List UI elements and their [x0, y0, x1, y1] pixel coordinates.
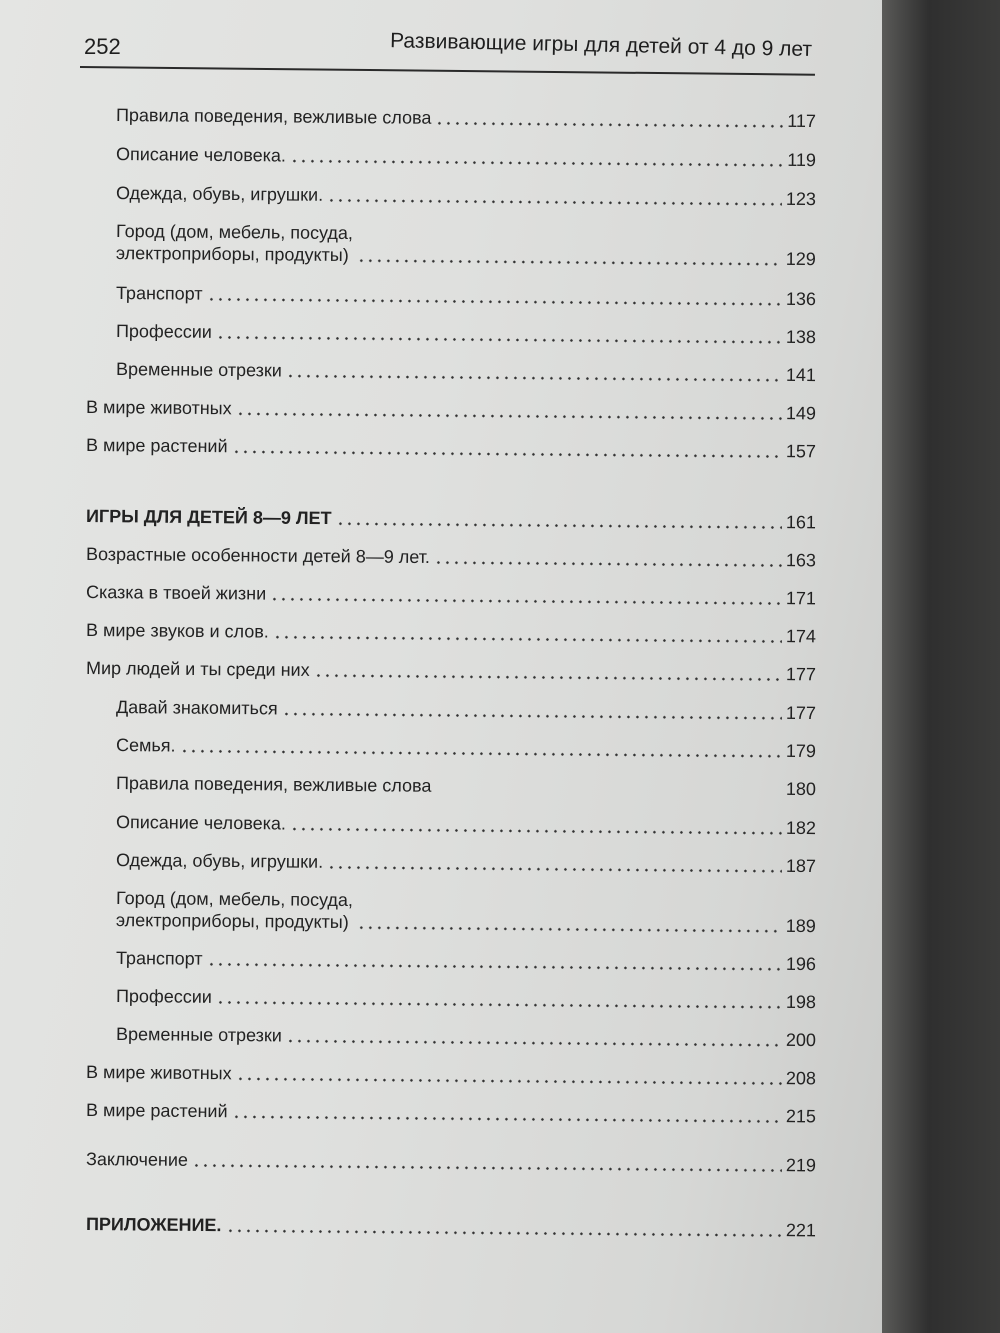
toc-entry	[116, 849, 816, 877]
toc-leader-dots	[327, 866, 782, 873]
toc-entry-page: 123	[785, 188, 817, 210]
toc-leader-dots	[290, 160, 783, 167]
toc-entry-page: 198	[785, 991, 817, 1013]
toc-entry	[116, 182, 816, 210]
toc-entry-title: Профессии	[115, 986, 212, 1007]
toc-entry-page: 117	[787, 110, 817, 132]
toc-entry-page: 171	[785, 588, 817, 609]
toc-entry-page: 119	[787, 149, 817, 171]
toc-entry-title: Правила поведения, вежливые слова	[115, 773, 432, 796]
toc-entry	[116, 1023, 816, 1051]
toc-entry	[86, 1099, 816, 1127]
toc-entry-title: Давай знакомиться	[115, 697, 278, 719]
toc-entry-title: Транспорт	[115, 948, 203, 969]
toc-entry	[116, 220, 816, 270]
toc-entry-title: В мире растений	[85, 1100, 228, 1122]
toc-entry-page: 179	[785, 740, 817, 762]
toc-leader-dots	[207, 298, 782, 306]
toc-leader-dots	[192, 1164, 782, 1172]
toc-entry	[116, 696, 816, 724]
toc-leader-dots	[286, 1039, 782, 1046]
toc-entry-page: 177	[785, 702, 817, 724]
toc-leader-dots	[270, 598, 782, 605]
toc-entry-page: 141	[785, 364, 817, 386]
toc-leader-dots	[286, 374, 782, 381]
toc-entry	[86, 619, 816, 647]
toc-entry	[86, 396, 816, 424]
toc-entry-title: ПРИЛОЖЕНИЕ.	[85, 1214, 222, 1236]
toc-entry-title: Мир людей и ты среди них	[85, 658, 310, 680]
toc-entry-title: ИГРЫ ДЛЯ ДЕТЕЙ 8—9 ЛЕТ	[85, 506, 332, 529]
toc-entry-title: В мире животных	[85, 1062, 232, 1084]
toc-entry-title: Возрастные особенности детей 8—9 лет.	[85, 544, 431, 568]
toc-leader-dots	[336, 522, 782, 529]
toc-entry	[86, 434, 816, 462]
toc-entry-title: Город (дом, мебель, посуда, электроприборы, продукты)	[115, 888, 354, 933]
toc-entry-page: 174	[785, 626, 817, 647]
toc-section-heading	[86, 505, 816, 533]
toc-entry	[86, 543, 816, 571]
toc-leader-dots	[179, 750, 781, 758]
toc-entry-page: 187	[785, 855, 817, 877]
book-edge	[882, 0, 1000, 1333]
toc-entry	[86, 1148, 816, 1176]
toc-entry-title: Описание человека.	[115, 812, 287, 834]
toc-leader-dots	[236, 1077, 782, 1085]
toc-entry-page: 149	[785, 403, 817, 424]
toc-leader-dots	[327, 199, 782, 206]
toc-leader-dots	[357, 926, 782, 933]
toc-entry-title: Профессии	[115, 321, 212, 342]
toc-entry	[116, 947, 816, 975]
toc-entry	[86, 1061, 816, 1089]
toc-entry-title: Временные отрезки	[115, 359, 283, 381]
toc-entry-page: 219	[785, 1155, 817, 1176]
toc-entry	[86, 581, 816, 609]
toc-leader-dots	[232, 1115, 782, 1123]
toc-entry-title: В мире звуков и слов.	[85, 620, 269, 642]
toc-leader-dots	[435, 122, 783, 128]
toc-leader-dots	[207, 963, 782, 971]
toc-entry	[116, 282, 816, 310]
toc-entry-title: Описание человека.	[115, 144, 287, 166]
toc-entry-page: 200	[785, 1029, 817, 1051]
toc-entry	[116, 320, 816, 348]
toc-leader-dots	[434, 561, 782, 567]
toc-leader-dots	[282, 712, 782, 719]
toc-entry	[116, 985, 816, 1013]
toc-entry-page: 161	[785, 512, 817, 533]
toc-entry-title: Семья.	[115, 735, 176, 756]
toc-entry-page: 189	[785, 915, 816, 937]
toc-entry	[116, 358, 816, 386]
toc-entry-page: 182	[785, 817, 817, 839]
toc-entry-page: 221	[785, 1220, 817, 1241]
toc-entry-title: В мире растений	[85, 435, 228, 457]
toc-leader-dots	[314, 674, 782, 681]
toc-leader-dots	[273, 636, 782, 643]
toc-entry-page: 136	[785, 288, 817, 310]
toc-entry	[116, 143, 816, 171]
toc-entry-title: Одежда, обувь, игрушки.	[115, 183, 324, 205]
toc-entry-page: 215	[785, 1106, 817, 1127]
toc-leader-dots	[216, 336, 782, 344]
toc-entry-page: 180	[785, 778, 817, 800]
toc-leader-dots	[232, 450, 782, 458]
toc-entry-title: Город (дом, мебель, посуда, электроприборы, продукты)	[115, 221, 354, 266]
page-number: 252	[84, 34, 121, 59]
toc-entry-page: 138	[785, 326, 817, 348]
toc-entry-page: 177	[785, 664, 817, 685]
toc-leader-dots	[236, 412, 782, 420]
toc-entry-title: Одежда, обувь, игрушки.	[115, 850, 324, 872]
toc-leader-dots	[290, 828, 782, 835]
toc-entry-title: Сказка в твоей жизни	[85, 582, 267, 604]
toc-entry	[86, 657, 816, 685]
toc-entry-page: 129	[785, 248, 816, 270]
toc-leader-dots	[225, 1229, 781, 1237]
toc-entry-title: Временные отрезки	[115, 1024, 283, 1046]
toc-entry-title: Заключение	[85, 1149, 189, 1170]
toc-entry-title: В мире животных	[85, 397, 232, 419]
toc-entry-title: Правила поведения, вежливые слова	[115, 105, 432, 128]
toc-entry-title: Транспорт	[115, 283, 203, 304]
toc-entry	[116, 811, 816, 839]
toc-leader-dots	[357, 259, 782, 266]
toc-entry-page: 196	[785, 953, 817, 975]
toc-entry-page: 157	[785, 441, 817, 462]
toc-entry-page: 163	[785, 550, 817, 571]
toc-entry	[116, 734, 816, 762]
toc-entry	[116, 772, 816, 800]
toc-entry-page: 208	[785, 1068, 817, 1089]
toc-section-heading	[86, 1213, 816, 1241]
toc-entry	[116, 104, 816, 132]
running-title: Развивающие игры для детей от 4 до 9 лет	[389, 29, 813, 61]
toc-entry	[116, 887, 816, 937]
toc-leader-dots	[216, 1001, 782, 1009]
